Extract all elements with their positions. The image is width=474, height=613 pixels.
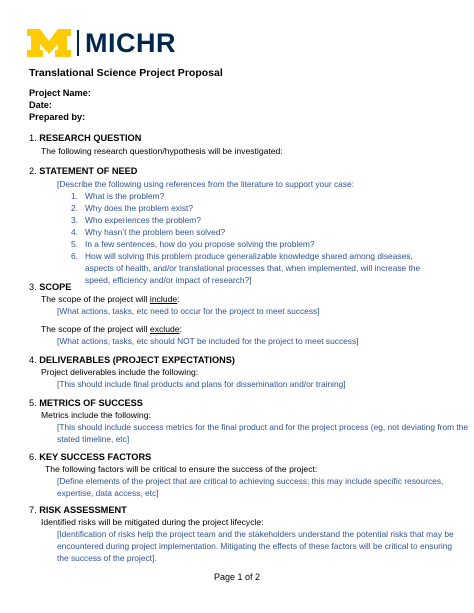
michr-logo: [26, 28, 176, 58]
section-title: METRICS OF SUCCESS: [39, 398, 143, 408]
list-item: 4. Why hasn’t the problem been solved?: [71, 227, 226, 237]
logo-divider: [77, 30, 79, 56]
statement-of-need-intro: [Describe the following using references from the literature to support your case:: [57, 179, 354, 189]
section-6-heading: [29, 452, 151, 462]
section-4-text: Project deliverables include the following:: [41, 367, 199, 377]
document-title: Translational Science Project Proposal: [29, 67, 223, 79]
section-1-text: The following research question/hypothesis will be investigated:: [41, 146, 283, 156]
scope-exclude-text: The scope of the project will exclude:: [41, 324, 182, 334]
scope-include-hint: [What actions, tasks, etc need to occur for the project to meet success]: [57, 306, 320, 316]
deliverables-hint: [This should include final products and plans for dissemination and/or training]: [57, 379, 346, 389]
section-title: STATEMENT OF NEED: [39, 166, 138, 176]
list-item: 2. Why does the problem exist?: [71, 203, 193, 213]
list-item: 6. How will solving this problem produce generalizable knowledge shared among diseases, aspects of health, and/or translational processes that, when implemented, will increase the speed, efficiency and/or impact of research?]: [71, 251, 421, 285]
metrics-hint: [This should include success metrics for the final product and for the project process (eg, not deviating from the stated timeline, etc]: [57, 422, 469, 444]
list-item: 3. Who experiences the problem?: [71, 215, 201, 225]
section-2-heading: [29, 166, 137, 176]
statement-of-need-list: [71, 190, 431, 286]
section-4-heading: [29, 355, 235, 365]
section-number: 5.: [29, 398, 37, 408]
section-title: KEY SUCCESS FACTORS: [39, 452, 152, 462]
list-item: 1. What is the problem?: [71, 191, 165, 201]
risk-assessment-hint: [Identification of risks help the project team and the stakeholders understand the potential risks that may be encountered during project implementation. Mitigating the effects of these factors will be critical to ensuring the success of the project].: [57, 529, 454, 563]
project-name-field: Project Name:: [29, 88, 91, 98]
section-1-heading: [29, 133, 141, 143]
section-title: RESEARCH QUESTION: [39, 133, 142, 143]
section-number: 1.: [29, 133, 37, 143]
section-title: RISK ASSESSMENT: [39, 505, 127, 515]
date-field: Date:: [29, 100, 52, 110]
section-number: 6.: [29, 452, 37, 462]
section-number: 3.: [29, 282, 37, 292]
list-item: 5. In a few sentences, how do you propose solving the problem?: [71, 239, 315, 249]
section-7-text: Identified risks will be mitigated during the project lifecycle:: [41, 517, 264, 527]
success-factors-hint: [Define elements of the project that are critical to achieving success; this may include specific resources, expertise, data access, etc]: [57, 476, 444, 498]
block-m-logo-icon: [26, 28, 72, 58]
section-title: SCOPE: [39, 282, 72, 292]
scope-include-text: The scope of the project will include:: [41, 294, 180, 304]
prepared-by-field: Prepared by:: [29, 112, 86, 122]
section-6-text: The following factors will be critical to ensure the success of the project:: [45, 464, 318, 474]
section-5-text: Metrics include the following:: [41, 410, 151, 420]
section-number: 7.: [29, 505, 37, 515]
section-number: 4.: [29, 355, 37, 365]
scope-exclude-hint: [What actions, tasks, etc should NOT be included for the project to meet success]: [57, 336, 359, 346]
section-7-heading: [29, 505, 127, 515]
section-5-heading: [29, 398, 143, 408]
section-title: DELIVERABLES (PROJECT EXPECTATIONS): [39, 355, 235, 365]
section-3-heading: [29, 282, 71, 292]
page-number-footer: Page 1 of 2: [213, 572, 261, 582]
section-number: 2.: [29, 166, 37, 176]
logo-wordmark: MICHR: [85, 28, 176, 58]
